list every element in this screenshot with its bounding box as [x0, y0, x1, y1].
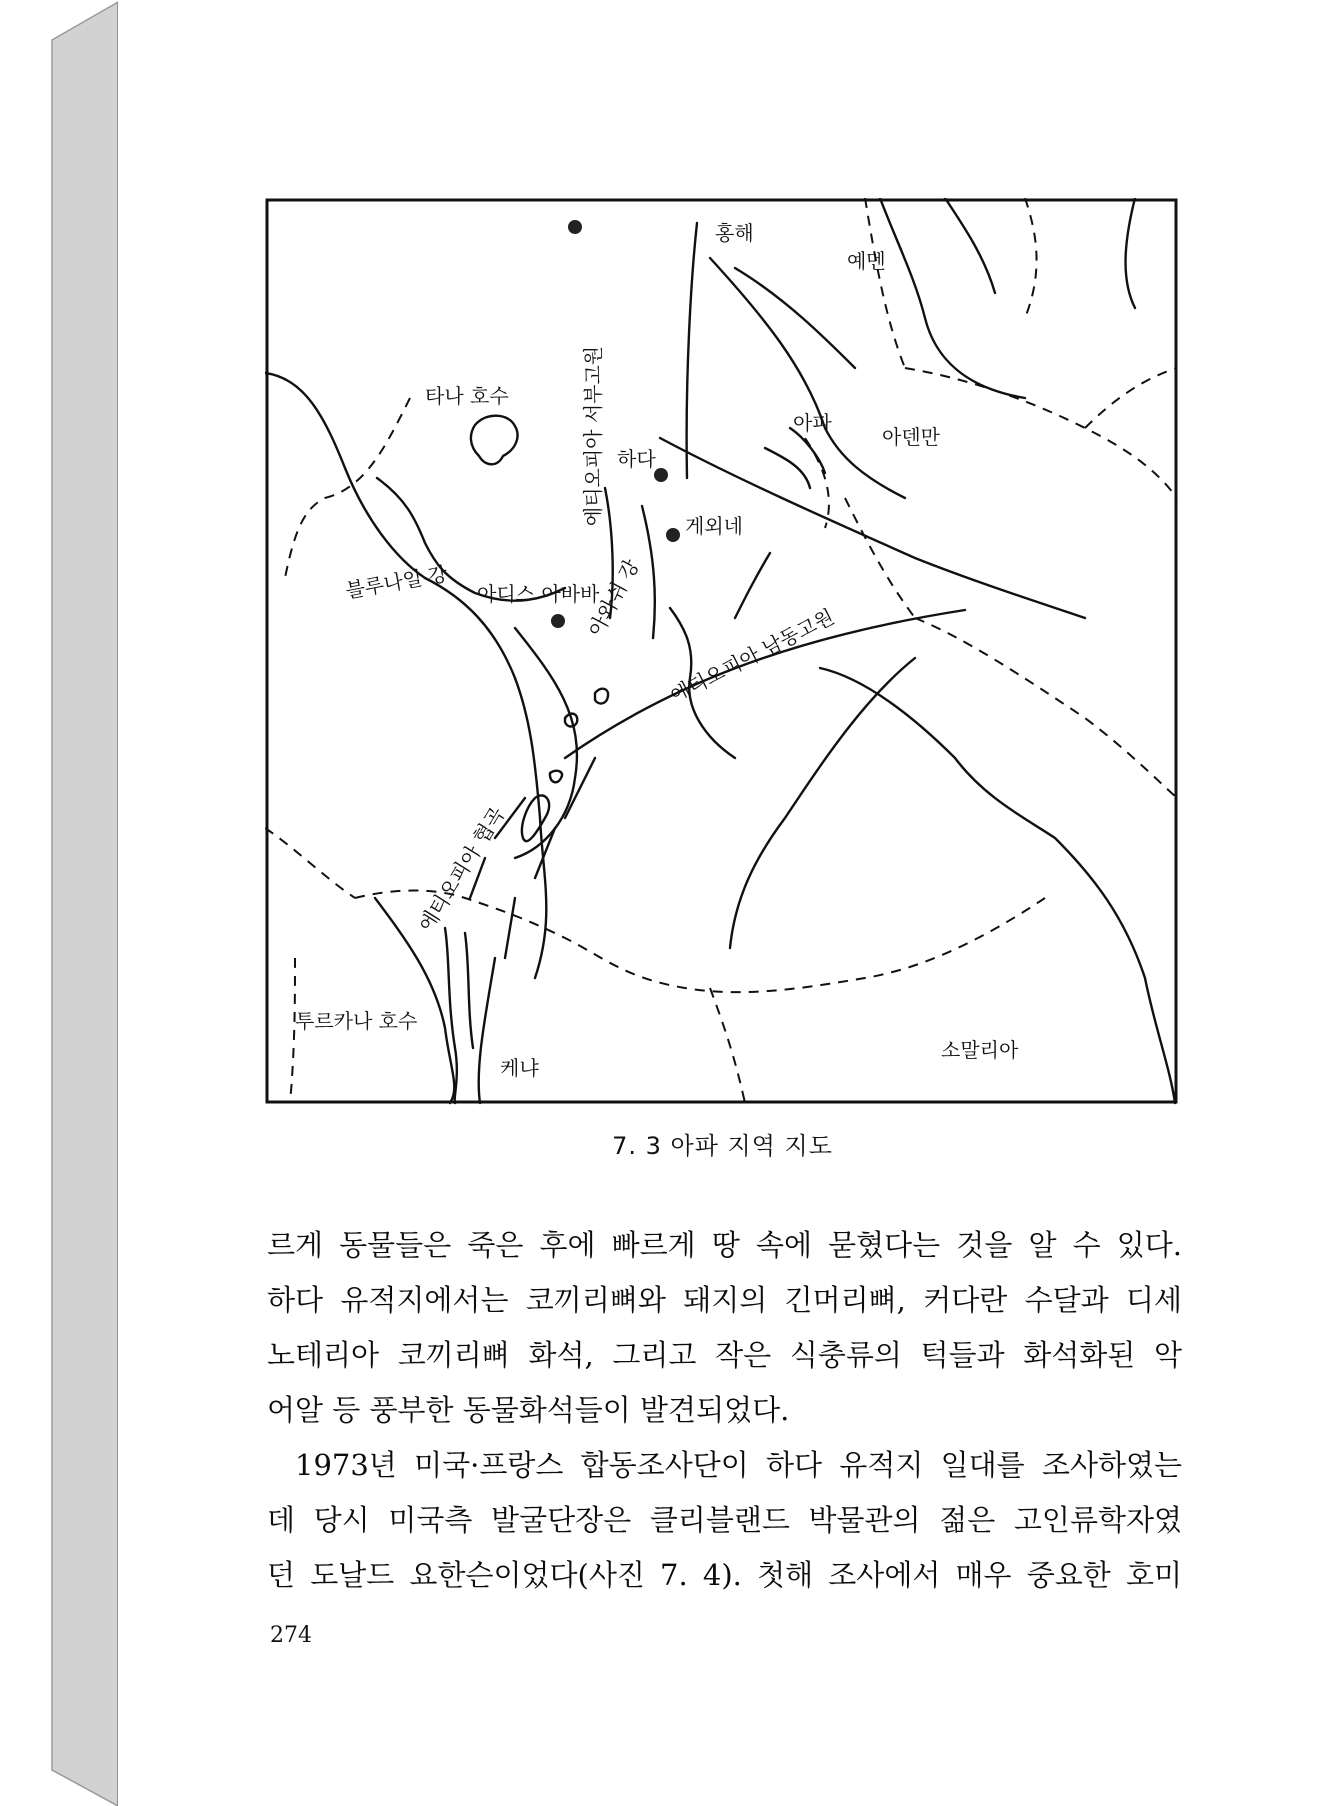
label-afar: 아파 — [793, 411, 832, 435]
label-lake-tana: 타나 호수 — [425, 384, 509, 408]
label-yemen: 예멘 — [847, 249, 886, 273]
site-marker — [568, 220, 582, 234]
map-drawing — [265, 198, 1180, 1106]
label-addis-ababa: 아디스 아바바 — [477, 582, 600, 606]
text-line: 노테리아 코끼리뼈 화석, 그리고 작은 식충류의 턱들과 화석화된 악 — [267, 1338, 1182, 1372]
label-hadar: 하다 — [617, 447, 656, 471]
label-rift-valley: 에티오피아 협곡 — [413, 802, 510, 936]
book-spine — [0, 0, 125, 1806]
map-labels — [295, 221, 1019, 1080]
label-western-highlands: 에티오피아 서부고원 — [581, 345, 605, 527]
text-line: 어알 등 풍부한 동물화석들이 발견되었다. — [267, 1393, 790, 1427]
afar-region-map — [265, 198, 1180, 1106]
label-blue-nile: 블루나일 강 — [343, 561, 450, 603]
label-awash-river: 아와쉬 강 — [583, 555, 644, 641]
text-line: 르게 동물들은 죽은 후에 빠르게 땅 속에 묻혔다는 것을 알 수 있다. — [267, 1228, 1182, 1262]
label-gewane: 게외네 — [685, 514, 743, 538]
label-somalia: 소말리아 — [941, 1038, 1019, 1062]
text-line: 하다 유적지에서는 코끼리뼈와 돼지의 긴머리뼈, 커다란 수달과 디세 — [267, 1283, 1182, 1317]
map-frame — [267, 200, 1176, 1102]
page-number: 274 — [270, 1623, 312, 1648]
label-lake-turkana: 투르카나 호수 — [295, 1009, 418, 1033]
map-linework — [265, 198, 1175, 1103]
text-line: 데 당시 미국측 발굴단장은 클리블랜드 박물관의 젊은 고인류학자였 — [267, 1503, 1182, 1537]
label-gulf-of-aden: 아덴만 — [882, 425, 940, 449]
label-red-sea: 홍해 — [715, 221, 754, 245]
map-borders — [265, 198, 1177, 1103]
body-paragraph — [267, 1218, 1182, 1603]
gewane-site-marker — [666, 528, 680, 542]
label-southeastern-highlands: 에티오피아 남동고원 — [666, 604, 838, 708]
western-escarpment — [687, 223, 697, 478]
hadar-site-marker — [654, 468, 668, 482]
addis-ababa-marker — [551, 614, 565, 628]
text-line: 던 도날드 요한슨이었다(사진 7. 4). 첫해 조사에서 매우 중요한 호미 — [267, 1558, 1182, 1592]
label-kenya: 케냐 — [500, 1056, 539, 1080]
figure-caption: 7. 3 아파 지역 지도 — [612, 1132, 833, 1160]
text-line: 1973년 미국·프랑스 합동조사단이 하다 유적지 일대를 조사하였는 — [295, 1448, 1182, 1482]
